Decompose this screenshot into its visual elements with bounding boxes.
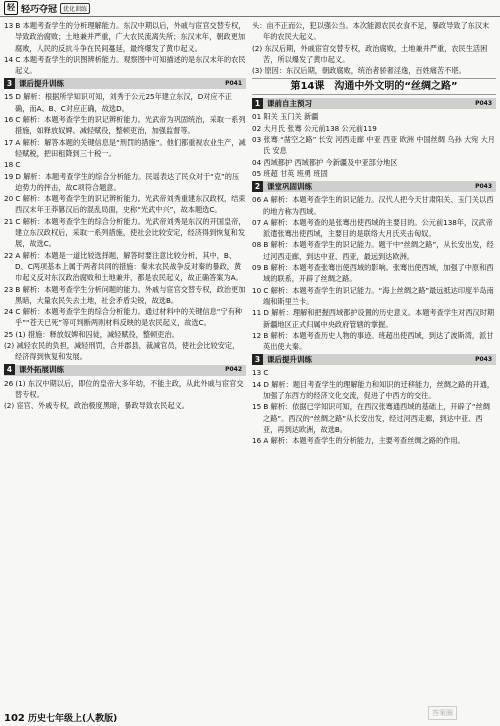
page-footer xyxy=(4,711,117,724)
answer-item: (2) 减轻农民的负担，减轻刑罚，合并郡县，裁减官员，使社会比较安定，经济得到恢复和发展。 xyxy=(4,341,240,362)
answer-item: 01 阳关 玉门关 新疆 xyxy=(252,112,319,122)
section-title: 课后提升训练 xyxy=(267,355,312,365)
section-header xyxy=(4,78,246,89)
lesson-number: 第14课 xyxy=(290,81,325,93)
answer-item: 26 (1) 东汉中期以后，即位的皇帝大多年幼，不能主政，从此外戚与宦官交替专权。 xyxy=(4,378,244,399)
section-page-ref: P043 xyxy=(475,356,492,364)
answer-item: 20 C 解析：本题考查学生的识记辨析能力。光武帝刘秀重建东汉政权，结束西汉末年王莽篡汉后的混乱局面，史称“光武中兴”，故本题选C。 xyxy=(4,194,246,215)
answer-item: 25 (1) 措施：释放奴婢和囚徒，减轻赋役，整顿吏治。 xyxy=(4,329,179,339)
section-header xyxy=(4,365,246,376)
answer-item: 24 C 解析：本题考查学生的综合分析能力。通过材料中的关键信息“宁有种乎”“苍天已死”等可判断两则材料反映的是农民起义，故选C。 xyxy=(4,307,243,328)
section-page-ref: P043 xyxy=(475,183,492,191)
section-title: 课前自主预习 xyxy=(267,99,312,109)
answer-item: 06 A 解析：本题考查学生的识记能力。汉代人把今天甘肃阳关、玉门关以西的地方称为西域。 xyxy=(252,195,494,216)
answer-item: 15 D 解析：根据所学知识可知，刘秀于公元25年建立东汉，D对应不正确，而A、B、C对应正确，故选D。 xyxy=(4,92,232,113)
answer-item: 16 A 解析：本题考查学生的分析能力，主要考查丝绸之路的作用。 xyxy=(252,436,465,446)
page-header xyxy=(0,0,500,17)
answer-item: 09 B 解析：本题考查张骞出使西域的影响。张骞出使西域，加强了中原和西域的联系，开辟了丝绸之路。 xyxy=(252,263,494,284)
section-header xyxy=(252,354,496,365)
answer-item: 头：亩不正而公，犯以强公当。本次能源农民衣食不足，暴政导致了东汉末年的农民大起义。 xyxy=(252,21,490,42)
answer-item: 12 B 解析：本题考查历史人物的事迹。班超出使西域，到达了波斯湾，派甘英出使大秦。 xyxy=(252,330,494,352)
section-header xyxy=(252,181,496,192)
answer-item: 14 C 本题考查学生的识图辨析能力。观察图中可知描述的是东汉末年的农民起义。 xyxy=(4,54,246,76)
lesson-name: 沟通中外文明的“丝绸之路” xyxy=(334,81,458,93)
answer-item: 04 西域都护 西域都护 今新疆及中亚部分地区 xyxy=(252,157,398,167)
answer-item: 07 A 解析：本题考查的是张骞出使西域的主要目的。公元前138年，汉武帝派遣张骞出使西域，主要目的是联络大月氏夹击匈奴。 xyxy=(252,217,493,239)
brand xyxy=(4,1,90,15)
right-column xyxy=(252,20,496,447)
answer-item: 08 B 解析：本题考查学生的识记能力。题干中“丝绸之路”，从长安出发，经过河西走廊，到达中亚、西亚，最远到达欧洲。 xyxy=(252,240,494,261)
section-number: 3 xyxy=(252,354,263,365)
answer-item: 13 C xyxy=(252,368,269,378)
section-title: 课外拓展训练 xyxy=(19,365,64,375)
section-page-ref: P043 xyxy=(475,100,492,108)
answer-item: 21 C 解析：本题考查学生的综合分析能力。光武帝刘秀是东汉的开国皇帝，建立东汉政权后，采取一系列措施，使社会比较安定，经济得到恢复和发展，故选C。 xyxy=(4,216,246,249)
answer-item: 14 D 解析：题目考查学生的理解能力和知识的迁移能力，丝绸之路的开通，加强了东西方的经济文化交流，促进了中西方的交往。 xyxy=(252,379,495,401)
answer-item: 23 B 解析：本题考查学生分析问题的能力。外戚与宦官交替专权，政治更加黑暗，大量农民失去土地，社会矛盾尖锐，故选B。 xyxy=(4,284,246,305)
answer-item: 02 大月氏 张骞 公元前138 公元前119 xyxy=(252,123,377,133)
lesson-title xyxy=(252,78,496,95)
answer-item: (2) 东汉后期，外戚宦官交替专权，政治腐败，土地兼并严重，农民生活困苦，所以爆发了黄巾起义。 xyxy=(252,43,488,64)
brand-sub: 优化训练 xyxy=(60,3,90,14)
brand-name: 轻巧夺冠 xyxy=(21,4,58,15)
answer-item: (2) 宦官、外戚专权，政治极度黑暗，暴政导致农民起义。 xyxy=(4,401,189,411)
answer-item: 05 班超 甘英 班勇 班固 xyxy=(252,168,328,178)
section-number: 3 xyxy=(4,78,15,89)
section-title: 课后提升训练 xyxy=(19,79,64,89)
answer-item: (3) 原因：东汉后期，朝政腐败，统治者骄奢淫逸，百姓痛苦不堪。 xyxy=(252,66,466,76)
answer-item: 11 D 解析：理解和把握西域都护设置的历史意义。本题考查学生对西汉时期新疆地区正式归属中央政府管辖的掌握。 xyxy=(252,308,495,329)
answer-item: 22 A 解析：本题是一道比较选择题，解答时要注意比较分析，其中，B、D、C两项基本上属于两者共同的措施：秦末农民战争反对秦的暴政，黄巾起义反对东汉政治腐败和土地兼并，都是农民起义，故正确答案为A。 xyxy=(4,250,243,283)
answer-item: 15 B 解析：依据已学知识可知，在西汉张骞通西域的基础上，开辟了“丝绸之路”。西汉的“丝绸之路”从长安出发，经过河西走廊，到达中亚、西亚，再到达欧洲，故选B。 xyxy=(252,402,490,434)
section-number: 1 xyxy=(252,98,263,109)
book-title: 历史七年级上(人教版) xyxy=(28,714,118,724)
answer-item: 10 C 解析：本题考查学生的识记能力。“海上丝绸之路”最远抵达印度半岛南端和斯里兰卡。 xyxy=(252,285,494,306)
section-number: 4 xyxy=(4,364,15,375)
answer-item: 19 D 解析：本题考查学生的综合分析能力。民谣表达了民众对于“克”的压迫势力的抨击，故C项符合题意。 xyxy=(4,171,240,192)
watermark-stamp: 答案圈 xyxy=(428,706,457,720)
answer-item: 16 C 解析：本题考查学生的识记辨析能力。光武帝为巩固统治，采取一系列措施，如释放奴婢、减轻赋役，整顿吏治，加强监督等。 xyxy=(4,115,246,136)
section-page-ref: P041 xyxy=(225,80,242,88)
page-number: 102 xyxy=(4,713,25,724)
brand-logo-icon: 轻 xyxy=(4,1,18,15)
answer-item: 17 A 解析：解答本题的关键信息是“刑罚的措施”。他们都重视农业生产，减轻赋税，把田租降到三十税一。 xyxy=(4,137,246,158)
section-number: 2 xyxy=(252,181,263,192)
section-header xyxy=(252,98,496,109)
left-column xyxy=(4,20,246,412)
section-page-ref: P042 xyxy=(225,366,242,374)
answer-item: 13 B 本题考查学生的分析理解能力。东汉中期以后，外戚与宦官交替专权，导致政治腐败；土地兼并严重，广大农民流离失所；东汉末年，朝政更加腐败，人民的反抗斗争在民间蔓延，最终爆发了黄巾起义。 xyxy=(4,21,246,53)
answer-item: 18 C xyxy=(4,160,21,170)
answer-item: 03 张骞 “凿空之路” 长安 河西走廊 中亚 西亚 欧洲 中国丝绸 乌孙 大宛 大月氏 安息 xyxy=(252,135,495,156)
section-title: 课堂巩固训练 xyxy=(267,182,312,192)
